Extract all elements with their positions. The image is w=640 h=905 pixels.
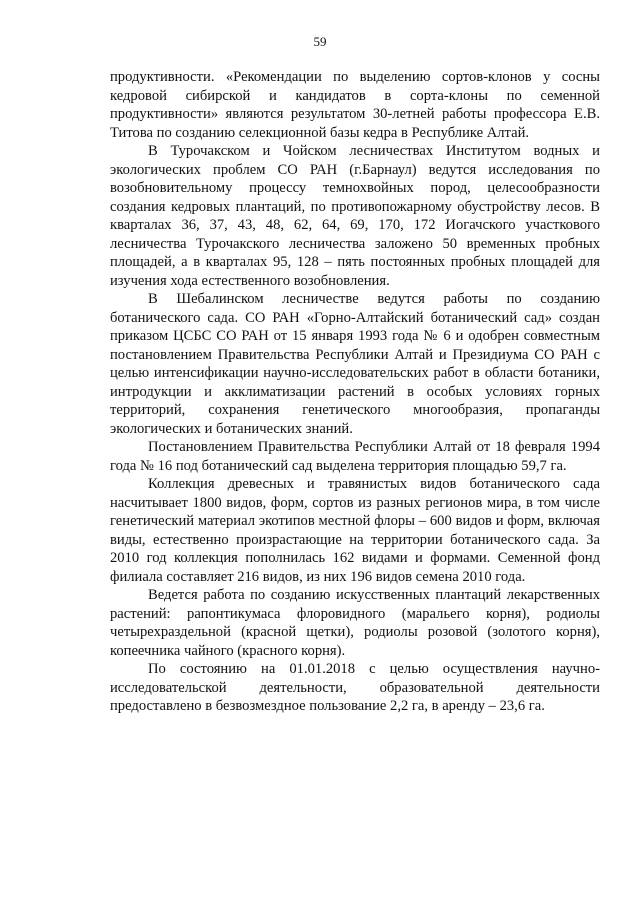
page-number: 59: [313, 34, 327, 49]
paragraph-collection: Коллекция древесных и травянистых видов ботанического сада насчитывает 1800 видов, форм, сортов из разных регионов мира, в том числе генетический материал экотипов местной флоры – 600 видов и форм, включая виды, естественно произрастающие на территории ботанического сада. За 2010 год коллекция пополнилась 162 видами и формами. Семенной фонд филиала составляет 216 видов, из них 196 видов семена 2010 года.: [110, 476, 600, 585]
paragraph-land-use-status: По состоянию на 01.01.2018 с целью осуществления научно-исследовательской деятельности, образовательной деятельности предоставлено в безвозмездное пользование 2,2 га, в аренду – 23,6 га.: [110, 661, 600, 714]
paragraph-land-allocation: Постановлением Правительства Республики Алтай от 18 февраля 1994 года № 16 под ботанический сад выделена территория площадью 59,7 га.: [110, 439, 600, 474]
paragraph-botanical-garden: В Шебалинском лесничестве ведутся работы по созданию ботанического сада. СО РАН «Горно-Алтайский ботанический сад» создан приказом ЦСБС СО РАН от 15 января 1993 года № 6 и одобрен совместным постановлением Правительства Республики Алтай и Президиума СО РАН с целью интенсификации научно-исследовательских работ в области ботаники, интродукции и акклиматизации растений в особых условиях горных территорий, сохранения генетического многообразия, пропаганды экологических и ботанических знаний.: [110, 291, 600, 437]
paragraph-cedar-clones: продуктивности. «Рекомендации по выделению сортов-клонов у сосны кедровой сибирской и кандидатов в сорта-клоны по семенной продуктивности» являются результатом 30-летней работы профессора Е.В. Титова по созданию селекционной базы кедра в Республике Алтай.: [110, 69, 600, 141]
document-body: [110, 68, 600, 716]
paragraph-medicinal-plantations: Ведется работа по созданию искусственных плантаций лекарственных растений: рапонтикумаса флоровидного (маральего корня), родиолы четырехраздельной (красной щетки), родиолы розовой (золотого корня), копеечника чайного (красного корня).: [110, 587, 600, 659]
paragraph-turochak-research: В Турочакском и Чойском лесничествах Институтом водных и экологических проблем СО РАН (г.Барнаул) ведутся исследования по возобновительному процессу темнохвойных пород, целесообразности создания кедровых плантаций, по противопожарному обустройству лесов. В кварталах 36, 37, 43, 48, 62, 64, 69, 170, 172 Иогачского участкового лесничества Турочакского лесничества заложено 50 временных пробных площадей, а в кварталах 95, 128 – пять постоянных пробных площадей для изучения хода естественного возобновления.: [110, 143, 600, 289]
